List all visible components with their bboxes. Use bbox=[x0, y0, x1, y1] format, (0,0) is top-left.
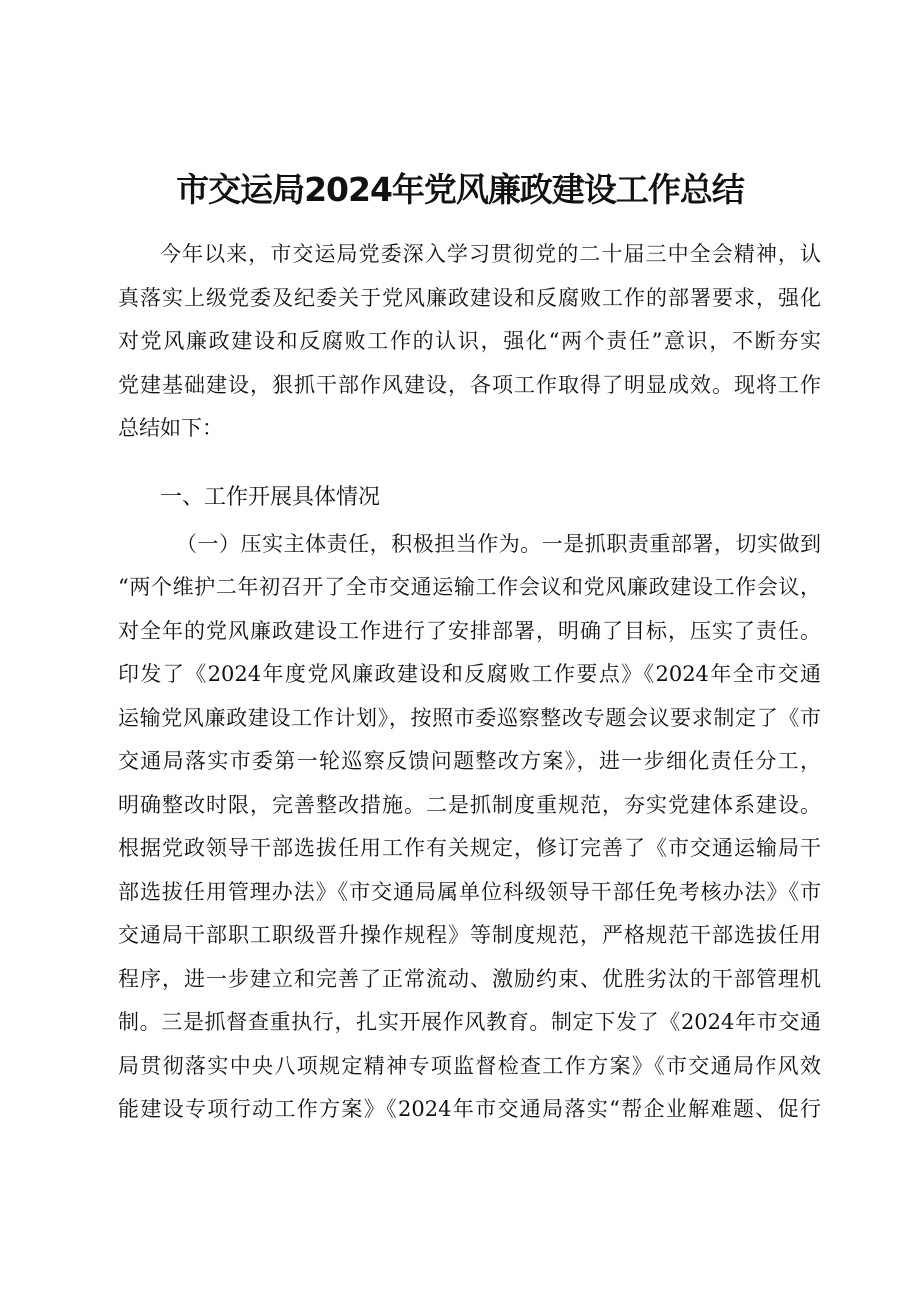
text-line: 交通局落实市委第一轮巡察反馈问题整改方案》，进一步细化责任分工， bbox=[118, 749, 821, 773]
text-line: 局贯彻落实中央八项规定精神专项监督检查工作方案》《市交通局作风效 bbox=[118, 1053, 821, 1078]
text-line: （一）压实主体责任，积极担当作为。一是抓职责重部署，切实做到 bbox=[176, 531, 821, 556]
text-line: 印发了《2024年度党风廉政建设和反腐败工作要点》《2024年全市交通 bbox=[118, 662, 821, 686]
text-line: 能建设专项行动工作方案》《2024年市交通局落实“帮企业解难题、促行 bbox=[118, 1097, 821, 1121]
text-line: 今年以来，市交运局党委深入学习贯彻党的二十届三中全会精神，认 bbox=[160, 242, 821, 266]
text-line: 党建基础建设，狠抓干部作风建设，各项工作取得了明显成效。现将工作 bbox=[118, 372, 821, 397]
text-line: “两个维护二年初召开了全市交通运输工作会议和党风廉政建设工作会议， bbox=[118, 575, 821, 599]
text-line: 交通局干部职工职级晋升操作规程》等制度规范，严格规范干部选拔任用 bbox=[118, 923, 821, 947]
text-line: 总结如下： bbox=[118, 416, 223, 440]
text-line: 运输党风廉政建设工作计划》，按照市委巡察整改专题会议要求制定了《市 bbox=[118, 705, 821, 730]
section1-paragraph bbox=[118, 523, 821, 1132]
text-line: 真落实上级党委及纪委关于党风廉政建设和反腐败工作的部署要求，强化 bbox=[118, 285, 821, 310]
text-line: 对全年的党风廉政建设工作进行了安排部署，明确了目标，压实了责任。 bbox=[118, 618, 821, 643]
intro-paragraph bbox=[118, 233, 821, 451]
text-line: 明确整改时限，完善整改措施。二是抓制度重规范，夯实党建体系建设。 bbox=[118, 792, 821, 817]
text-line: 对党风廉政建设和反腐败工作的认识，强化“两个责任”意识，不断夯实 bbox=[118, 329, 821, 353]
section-heading: 一、工作开展具体情况 bbox=[160, 484, 381, 510]
text-line: 程序，进一步建立和完善了正常流动、激励约束、优胜劣汰的干部管理机 bbox=[118, 966, 821, 991]
document-body bbox=[118, 233, 821, 1132]
document-title: 市交运局2024年党风廉政建设工作总结 bbox=[176, 170, 744, 209]
text-line: 根据党政领导干部选拔任用工作有关规定，修订完善了《市交通运输局干 bbox=[118, 836, 821, 860]
text-line: 制。三是抓督查重执行，扎实开展作风教育。制定下发了《2024年市交通 bbox=[118, 1010, 821, 1034]
text-line: 部选拔任用管理办法》《市交通局属单位科级领导干部任免考核办法》《市 bbox=[118, 879, 821, 904]
